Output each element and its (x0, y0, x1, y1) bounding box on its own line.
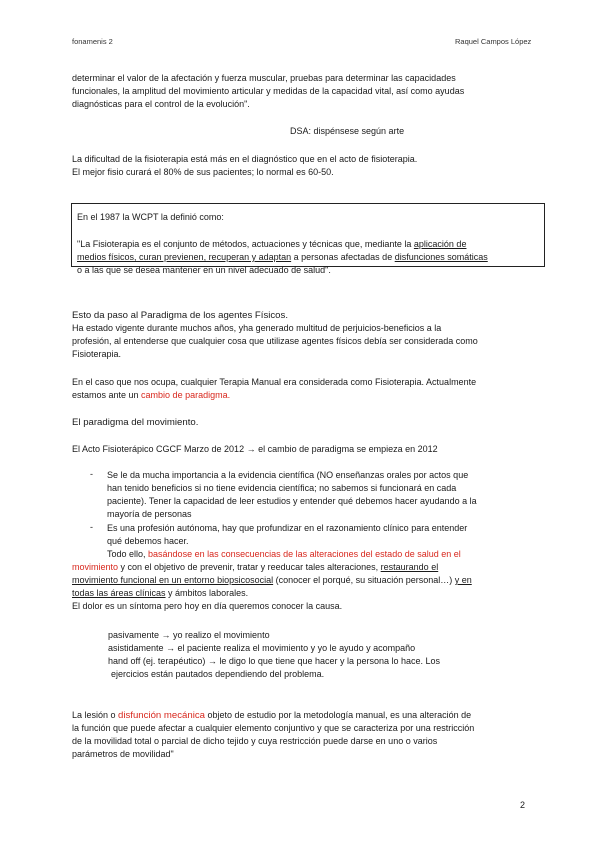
page-number: 2 (520, 800, 526, 810)
todo-underlined: y en (454, 575, 472, 585)
bullet-autonomy (107, 522, 527, 548)
todo-text: y ámbitos laborales. (165, 588, 249, 598)
manual-line: estamos ante un (72, 390, 142, 400)
pain-line: El dolor es un síntoma pero hoy en día queremos conocer la causa. (72, 601, 343, 611)
bullet-evidence (107, 469, 527, 521)
bullet-line: qué debemos hacer. (107, 536, 189, 546)
wcpt-underlined: aplicación de (413, 239, 467, 249)
todo-underlined: movimiento funcional en un entorno biopsicosocial (72, 575, 274, 585)
highlight-red: disfunción mecánica (118, 710, 205, 721)
mode-handoff-cont: ejercicios están pautados dependiendo del problema. (111, 669, 325, 679)
lesion-line: parámetros de movilidad" (72, 749, 174, 759)
bullet-line: paciente). Tener la capacidad de leer estudios y entender qué debemos hacer ayudando a la (107, 496, 477, 506)
lesion-paragraph (72, 709, 544, 761)
todo-underlined: restaurando el (380, 562, 439, 572)
paradigm-line: Ha estado vigente durante muchos años, yha generado multitud de perjuicios-beneficios a la (72, 323, 442, 333)
movement-modes (108, 629, 538, 681)
wcpt-underlined: disfunciones somáticas (394, 252, 488, 262)
wcpt-text: a personas afectadas de (291, 252, 395, 262)
intro-line: determinar el valor de la afectación y fuerza muscular, pruebas para determinar las capacidades (72, 73, 456, 83)
lesion-line: la función que puede afectar a cualquier elemento conjuntivo y que se caracteriza por una restricción (72, 723, 475, 733)
todo-text: Todo ello, (107, 549, 149, 559)
dsa-note: DSA: dispénsese según arte (290, 126, 405, 136)
difficulty-line: El mejor fisio curará el 80% de sus pacientes; lo normal es 60-50. (72, 167, 334, 177)
todo-underlined: todas las áreas clínicas (72, 588, 166, 598)
manual-line: En el caso que nos ocupa, cualquier Terapia Manual era considerada como Fisioterapia. Actualmente (72, 377, 477, 387)
lesion-text: La lesión o (72, 710, 119, 720)
paradigm-agents-paragraph (72, 309, 542, 361)
paradigm-line: profesión, al entenderse que cualquier cosa que utilizase agentes físicos debía ser considerada como (72, 336, 478, 346)
intro-paragraph (72, 72, 542, 111)
mode-handoff: hand off (ej. terapéutico) → le digo lo que tiene que hacer y la persona lo hace. Los (108, 656, 441, 666)
lesion-text: objeto de estudio por la metodología manual, es una alteración de (204, 710, 472, 720)
highlight-red: cambio de paradigma. (141, 390, 231, 400)
todo-text: (conocer el porqué, su situación personal…) (273, 575, 455, 585)
header-right: Raquel Campos López (455, 37, 532, 46)
highlight-red: basándose en las consecuencias de las alteraciones del estado de salud en el (148, 549, 461, 559)
bullet-line: han tenido beneficios si no tiene evidencia científica; no sabemos si funcionará en cada (107, 483, 457, 493)
paradigm-agents-title: Esto da paso al Paradigma de los agentes Físicos. (72, 310, 288, 321)
lesion-line: de la movilidad total o parcial de dicho tejido y cuya restricción puede darse en uno o varios (72, 736, 438, 746)
movement-paradigm-title: El paradigma del movimiento. (72, 417, 199, 428)
bullet-line: Es una profesión autónoma, hay que profundizar en el razonamiento clínico para entender (107, 523, 468, 533)
bullet-dash: - (90, 522, 93, 532)
wcpt-underlined: medios físicos, curan previenen, recuperan y adaptan (77, 252, 292, 262)
wcpt-box-title: En el 1987 la WCPT la definió como: (77, 212, 224, 222)
wcpt-definition-text (77, 238, 543, 277)
todo-text: y con el objetivo de prevenir, tratar y reeducar tales alteraciones, (118, 562, 381, 572)
bullet-dash: - (90, 469, 93, 479)
intro-line: funcionales, la amplitud del movimiento articular y medidas de la capacidad vital, así como ayudas (72, 86, 465, 96)
wcpt-text: o a las que se desea mantener en un nivel adecuado de salud". (77, 265, 331, 275)
difficulty-line: La dificultad de la fisioterapia está más en el diagnóstico que en el acto de fisioterapia. (72, 154, 418, 164)
acto-fisioterapico: El Acto Fisioterápico CGCF Marzo de 2012 → el cambio de paradigma se empieza en 2012 (72, 444, 438, 454)
todo-ello-paragraph (72, 548, 542, 613)
difficulty-paragraph (72, 153, 542, 179)
bullet-line: Se le da mucha importancia a la evidencia científica (NO enseñanzas orales por actos que (107, 470, 469, 480)
paradigm-line: Fisioterapia. (72, 349, 122, 359)
wcpt-text: "La Fisioterapia es el conjunto de métodos, actuaciones y técnicas que, mediante la (77, 239, 414, 249)
intro-line: diagnósticas para el control de la evolución". (72, 99, 250, 109)
manual-therapy-paragraph (72, 376, 542, 402)
bullet-line: mayoría de personas (107, 509, 192, 519)
header-left: fonamenis 2 (72, 37, 113, 46)
mode-assisted: asistidamente → el paciente realiza el movimiento y yo le ayudo y acompaño (108, 643, 416, 653)
highlight-red: movimiento (72, 562, 119, 572)
mode-passive: pasivamente → yo realizo el movimiento (108, 630, 270, 640)
